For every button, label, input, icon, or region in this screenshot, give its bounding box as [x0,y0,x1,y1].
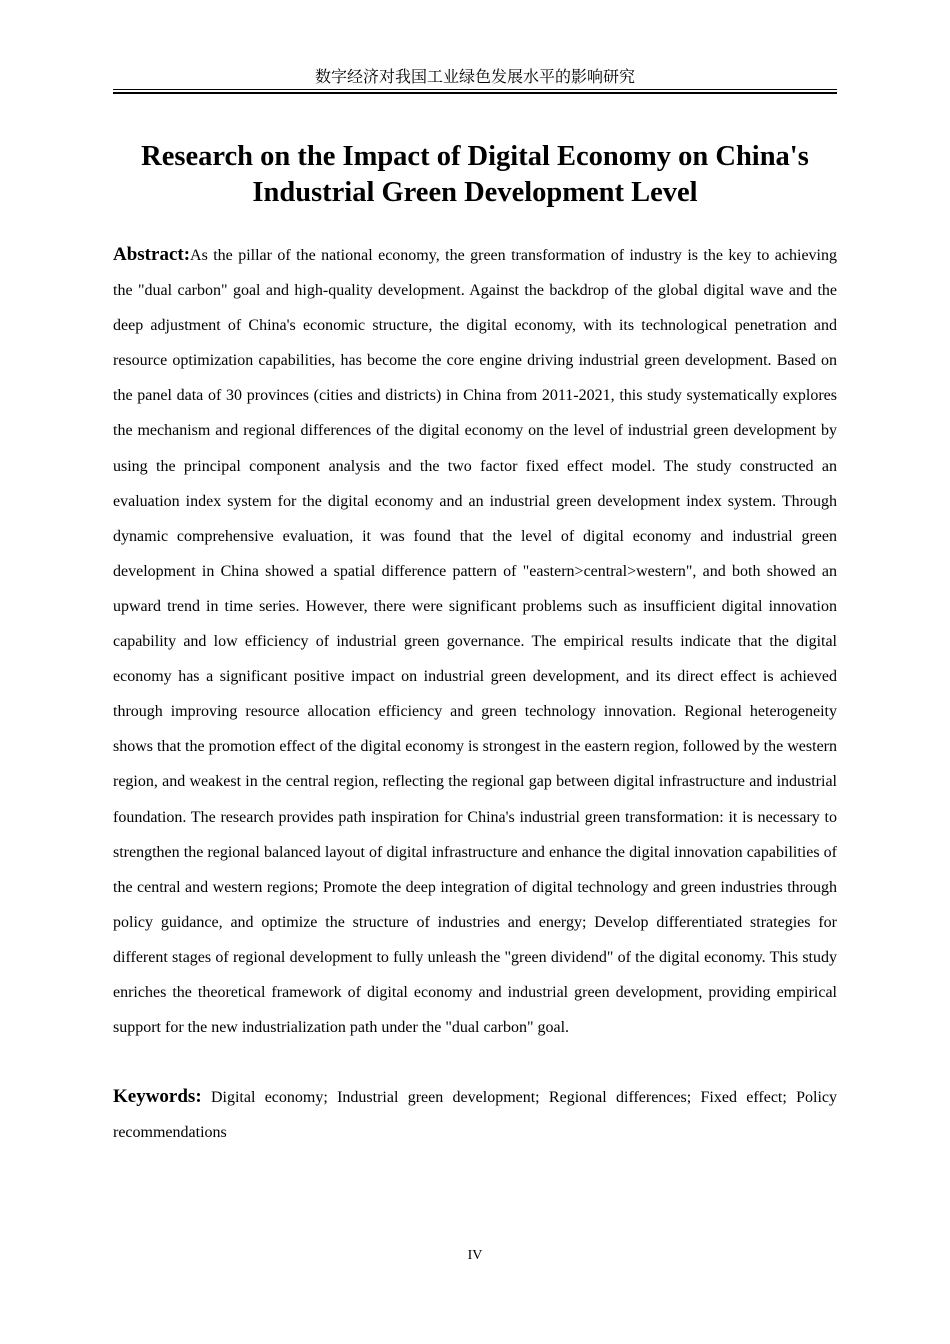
document-title [113,139,837,211]
keywords-text: Digital economy; Industrial green development; Regional differences; Fixed effect; Policy recommendations [113,1089,838,1142]
abstract-label: Abstract: [113,244,191,265]
abstract-text: As the pillar of the national economy, the green transformation of industry is the key to achieving the "dual carbon" goal and high-quality development. Against the backdrop of the global digital wave and the deep adjustment of China's economic structure, the digital economy, with its technological penetration and resource optimization capabilities, has become the core engine driving industrial green development. Based on the panel data of 30 provinces (cities and districts) in China from 2011-2021, this study systematically explores the mechanism and regional differences of the digital economy on the level of industrial green development by using the principal component analysis and the two factor fixed effect model. The study constructed an evaluation index system for the digital economy and an industrial green development index system. Through dynamic comprehensive evaluation, it was found that the level of digital economy and industrial green development in China showed a spatial difference pattern of "eastern>central>western", and both showed an upward trend in time series. However, there were significant problems such as insufficient digital innovation capability and low efficiency of industrial green governance. The empirical results indicate that the digital economy has a significant positive impact on industrial green development, and its direct effect is achieved through improving resource allocation efficiency and green technology innovation. Regional heterogeneity shows that the promotion effect of the digital economy is strongest in the eastern region, followed by the western region, and weakest in the central region, reflecting the regional gap between digital infrastructure and industrial foundation. The research provides path inspiration for China's industrial green transformation: it is necessary to strengthen the regional balanced layout of digital infrastructure and enhance the digital innovation capabilities of the central and western regions; Promote the deep integration of digital technology and green industries through policy guidance, and optimize the structure of industries and energy; Develop differentiated strategies for different stages of regional development to fully unleash the "green dividend" of the digital economy. This study enriches the theoretical framework of digital economy and industrial green development, providing empirical support for the new industrialization path under the "dual carbon" goal. [113,247,837,1037]
abstract-paragraph [113,237,837,1045]
running-header: 数字经济对我国工业绿色发展水平的影响研究 [314,67,635,86]
keywords-label: Keywords: [113,1086,202,1107]
title-line-1: Research on the Impact of Digital Economy on China's [141,141,809,172]
header-double-rule [113,89,837,94]
keywords-paragraph [113,1079,837,1150]
title-line-2: Industrial Green Development Level [252,177,698,208]
page-number: IV [467,1248,483,1263]
